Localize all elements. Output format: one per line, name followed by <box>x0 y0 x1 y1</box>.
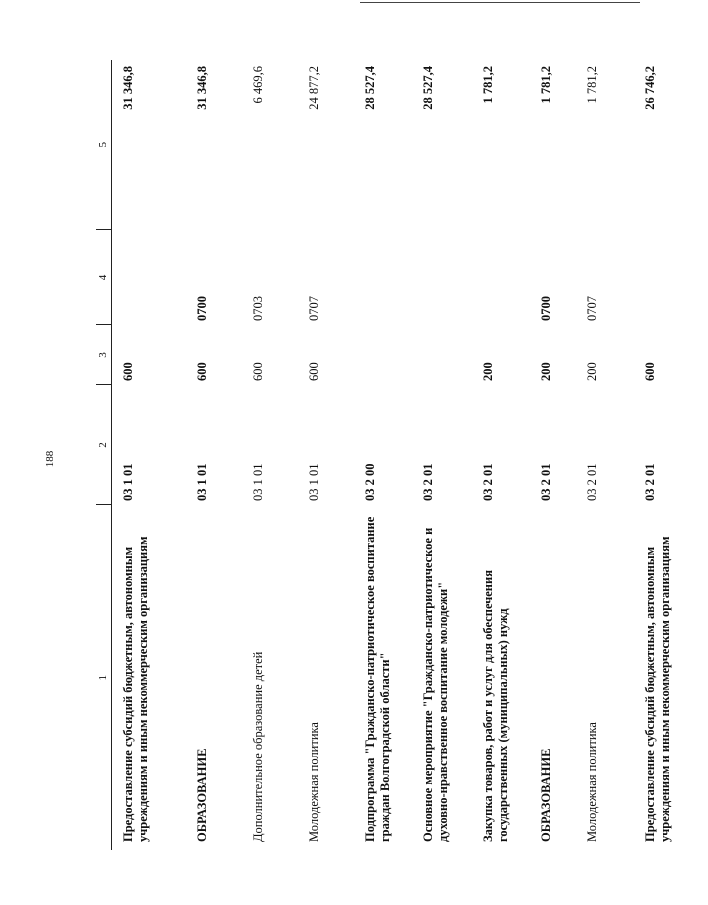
header-col-3: 3 <box>96 325 112 385</box>
row-expense-type <box>412 325 472 385</box>
row-section-code: 0700 <box>194 296 209 321</box>
row-section-code <box>634 230 708 325</box>
header-col-2: 2 <box>96 385 112 505</box>
row-expense-type: 200 <box>480 362 495 381</box>
row-amount: 6 469,6 <box>250 66 265 104</box>
row-section-code <box>112 230 186 325</box>
row-target-code: 03 2 01 <box>538 463 553 501</box>
row-name: Молодежная политика <box>306 722 321 842</box>
budget-table <box>96 60 708 850</box>
row-expense-type <box>354 325 412 385</box>
row-target-code: 03 1 01 <box>306 463 321 501</box>
table-row <box>354 60 412 850</box>
row-amount: 1 781,2 <box>584 66 599 104</box>
table-row <box>298 60 354 850</box>
row-target-code: 03 2 00 <box>362 463 377 501</box>
row-name: Молодежная политика <box>584 722 599 842</box>
table-row <box>530 60 576 850</box>
row-section-code: 0707 <box>584 296 599 321</box>
row-amount: 31 346,8 <box>194 66 209 110</box>
row-name: Основное мероприятие "Гражданско-патриотическое и духовно-нравственное воспитание молодежи" <box>420 527 450 842</box>
header-row <box>96 60 112 850</box>
row-amount: 31 346,8 <box>121 66 135 110</box>
table-row <box>186 60 242 850</box>
row-section-code <box>472 230 530 325</box>
row-target-code: 03 1 01 <box>121 463 135 501</box>
table-row <box>472 60 530 850</box>
row-name: Подпрограмма "Гражданско-патриотическое воспитание граждан Волгоградской области" <box>362 516 392 842</box>
table-row <box>242 60 298 850</box>
row-amount: 28 527,4 <box>420 66 435 110</box>
row-name: Предоставление субсидий бюджетным, автономным учреждениям и иным некоммерческим организациям <box>121 536 150 842</box>
row-section-code: 0700 <box>538 296 553 321</box>
table-row <box>634 60 708 850</box>
row-name: Предоставление субсидий бюджетным, автономным учреждениям и иным некоммерческим организациям <box>642 536 672 842</box>
row-target-code: 03 2 01 <box>420 463 435 501</box>
row-expense-type: 200 <box>584 362 599 381</box>
header-col-1: 1 <box>96 505 112 850</box>
table-row <box>112 60 186 850</box>
table-row <box>576 60 634 850</box>
row-amount: 24 877,2 <box>306 66 321 110</box>
row-target-code: 03 1 01 <box>194 463 209 501</box>
row-expense-type: 600 <box>121 362 135 381</box>
header-col-5: 5 <box>96 60 112 230</box>
row-section-code <box>354 230 412 325</box>
row-target-code: 03 2 01 <box>642 463 657 501</box>
row-section-code <box>412 230 472 325</box>
row-amount: 28 527,4 <box>362 66 377 110</box>
budget-table-page <box>96 60 672 850</box>
row-section-code: 0707 <box>306 296 321 321</box>
row-name: ОБРАЗОВАНИЕ <box>194 748 209 842</box>
row-target-code: 03 2 01 <box>480 463 495 501</box>
top-rule <box>360 2 640 3</box>
table-body <box>112 60 708 850</box>
row-name: ОБРАЗОВАНИЕ <box>538 748 553 842</box>
row-expense-type: 600 <box>250 362 265 381</box>
row-section-code: 0703 <box>250 296 265 321</box>
table-row <box>412 60 472 850</box>
row-expense-type: 600 <box>194 362 209 381</box>
page-number: 188 <box>44 450 56 468</box>
row-name: Дополнительное образование детей <box>250 651 265 842</box>
row-name: Закупка товаров, работ и услуг для обеспечения государственных (муниципальных) нужд <box>480 570 510 842</box>
row-amount: 1 781,2 <box>480 66 495 104</box>
header-col-4: 4 <box>96 230 112 325</box>
row-expense-type: 600 <box>306 362 321 381</box>
row-expense-type: 600 <box>642 362 657 381</box>
row-target-code: 03 2 01 <box>584 463 599 501</box>
row-amount: 26 746,2 <box>642 66 657 110</box>
row-expense-type: 200 <box>538 362 553 381</box>
row-amount: 1 781,2 <box>538 66 553 104</box>
row-target-code: 03 1 01 <box>250 463 265 501</box>
